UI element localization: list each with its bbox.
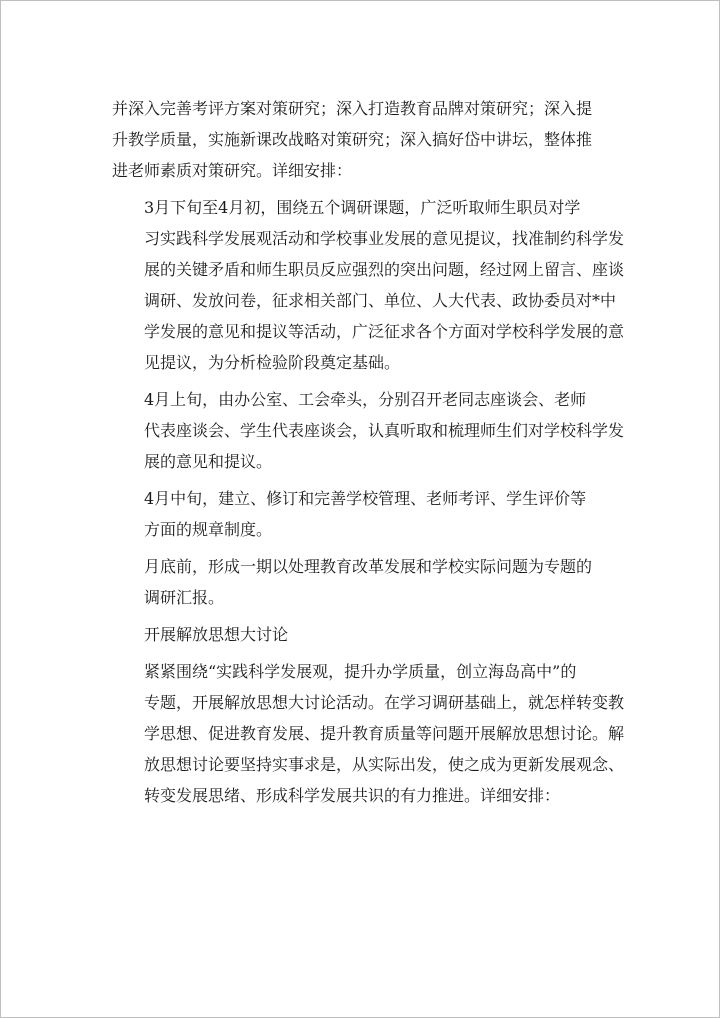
text-line: 并深入完善考评方案对策研究；深入打造教育品牌对策研究；深入提 [112, 99, 593, 118]
paragraph-1 [112, 93, 618, 186]
text-line: 进老师素质对策研究。详细安排： [112, 161, 353, 180]
text-line: 学发展的意见和提议等活动，广泛征求各个方面对学校科学发展的意 [144, 322, 625, 341]
text-line: 专题，开展解放思想大讨论活动。在学习调研基础上，就怎样转变教 [144, 693, 625, 712]
paragraph-3 [112, 384, 625, 477]
text-line: 3月下旬至4月初，围绕五个调研课题，广泛听取师生职员对学 [144, 198, 581, 217]
text-line: 月底前，形成一期以处理教育改革发展和学校实际问题为专题的 [144, 557, 593, 576]
text-line: 调研汇报。 [144, 588, 225, 607]
heading-line: 开展解放思想大讨论 [144, 625, 289, 644]
section-heading [112, 619, 618, 650]
document-body [112, 93, 625, 817]
text-line: 习实践科学发展观活动和学校事业发展的意见提议，找准制约科学发 [144, 229, 625, 248]
text-line: 见提议，为分析检验阶段奠定基础。 [144, 353, 401, 372]
text-line: 方面的规章制度。 [144, 520, 273, 539]
paragraph-7 [112, 656, 625, 811]
text-line: 升教学质量，实施新课改战略对策研究；深入搞好岱中讲坛，整体推 [112, 130, 593, 149]
text-line: 代表座谈会、学生代表座谈会，认真听取和梳理师生们对学校科学发 [144, 421, 625, 440]
text-line: 展的意见和提议。 [144, 452, 273, 471]
paragraph-4 [112, 483, 618, 545]
text-line: 学思想、促进教育发展、提升教育质量等问题开展解放思想讨论。解 [144, 724, 625, 743]
text-line: 放思想讨论要坚持实事求是，从实际出发，使之成为更新发展观念、 [144, 755, 625, 774]
paragraph-5 [112, 551, 618, 613]
paragraph-2 [112, 192, 625, 378]
text-line: 调研、发放问卷，征求相关部门、单位、人大代表、政协委员对*中 [144, 291, 617, 310]
text-line: 4月中旬，建立、修订和完善学校管理、老师考评、学生评价等 [144, 489, 587, 508]
text-line: 4月上旬，由办公室、工会牵头，分别召开老同志座谈会、老师 [144, 390, 587, 409]
text-line: 转变发展思绪、形成科学发展共识的有力推进。详细安排： [144, 786, 561, 805]
text-line: 紧紧围绕“实践科学发展观，提升办学质量，创立海岛高中”的 [144, 662, 577, 681]
text-line: 展的关键矛盾和师生职员反应强烈的突出问题，经过网上留言、座谈 [144, 260, 625, 279]
